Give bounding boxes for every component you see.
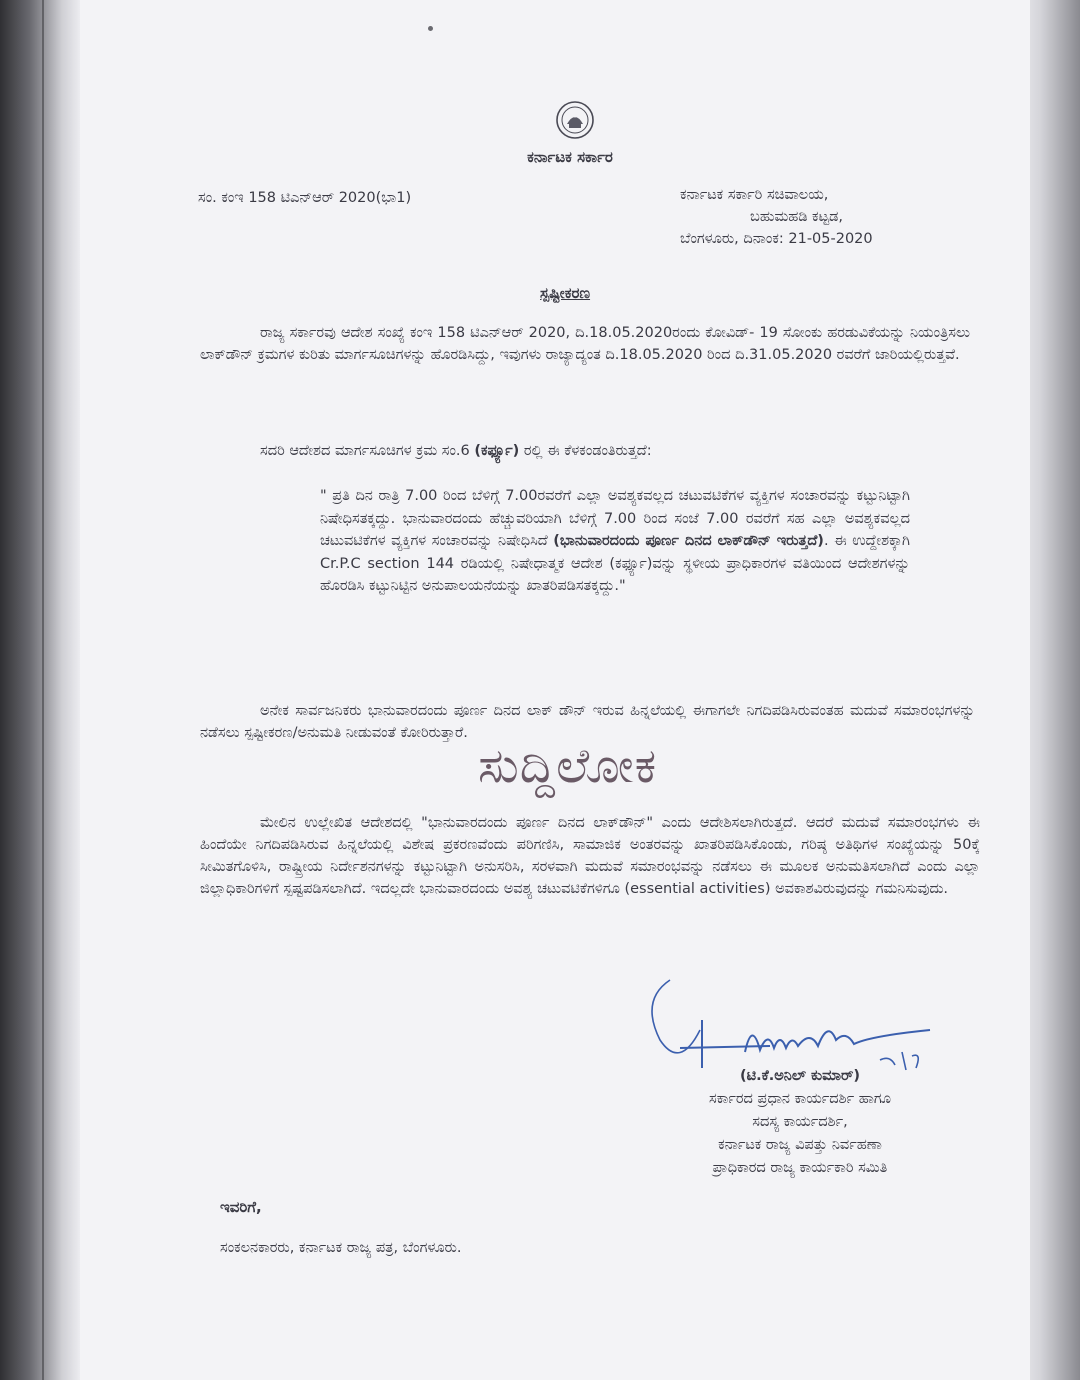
signature-mark <box>640 960 960 1080</box>
signature-block <box>640 1065 960 1180</box>
quote-text-end: . ಈ ಉದ್ದೇಶಕ್ಕಾಗಿ Cr.P.C section 144 ರಡಿಯಲ್ಲಿ ನಿಷೇಧಾತ್ಮಕ ಆದೇಶ (ಕರ್ಫ್ಯೂ)ವನ್ನು ಸ್ಥಳೀಯ ಪ್ರಾಧಿಕಾರಗಳ ವತಿಯಿಂದ ಆದೇಶಗಳನ್ನು ಹೊರಡಿಸಿ ಕಟ್ಟುನಿಟ್ಟಿನ ಅನುಪಾಲಯನೆಯನ್ನು ಖಾತರಿಪಡಿಸತಕ್ಕದ್ದು." <box>320 533 910 594</box>
signatory-name: (ಟಿ.ಕೆ.ಅನಿಲ್ ಕುಮಾರ್) <box>739 1068 860 1084</box>
karnataka-emblem-icon <box>555 100 595 140</box>
document-heading: ಸ್ಪಷ್ಟೀಕರಣ <box>540 284 591 302</box>
paragraph-1: ರಾಜ್ಯ ಸರ್ಕಾರವು ಆದೇಶ ಸಂಖ್ಯೆ ಕಂಇ 158 ಟಿಎನ್ಆರ್ 2020, ದಿ.18.05.2020ರಂದು ಕೋವಿಡ್- 19 ಸೋಂಕು ಹರಡುವಿಕೆಯನ್ನು ನಿಯಂತ್ರಿಸಲು ಲಾಕ್‌ಡೌನ್ ಕ್ರಮಗಳ ಕುರಿತು ಮಾರ್ಗಸೂಚಿಗಳನ್ನು ಹೊರಡಿಸಿದ್ದು, ಇವುಗಳು ರಾಜ್ಯಾದ್ಯಂತ ದಿ.18.05.2020 ರಿಂದ ದಿ.31.05.2020 ರವರೆಗೆ ಜಾರಿಯಲ್ಲಿರುತ್ತವೆ. <box>200 325 970 363</box>
signatory-designation: ಸದಸ್ಯ ಕಾರ್ಯದರ್ಶಿ, <box>752 1114 848 1130</box>
office-line: ಕರ್ನಾಟಕ ಸರ್ಕಾರಿ ಸಚಿವಾಲಯ, <box>680 187 829 203</box>
paragraph-2-bold: (ಕರ್ಫ್ಯೂ) <box>474 443 520 459</box>
paragraph-2-text-end: ರಲ್ಲಿ ಈ ಕೆಳಕಂಡಂತಿರುತ್ತದೆ: <box>519 443 652 459</box>
signatory-designation: ಸರ್ಕಾರದ ಪ್ರಧಾನ ಕಾರ್ಯದರ್ಶಿ ಹಾಗೂ <box>709 1091 891 1107</box>
office-date-line: ಬೆಂಗಳೂರು, ದಿನಾಂಕ: 21-05-2020 <box>680 231 873 247</box>
quote-bold-text: (ಭಾನುವಾರದಂದು ಪೂರ್ಣ ದಿನದ ಲಾಕ್‌ಡೌನ್ ಇರುತ್ತದೆ) <box>553 533 824 549</box>
paragraph-3: ಅನೇಕ ಸಾರ್ವಜನಿಕರು ಭಾನುವಾರದಂದು ಪೂರ್ಣ ದಿನದ ಲಾಕ್ ಡೌನ್ ಇರುವ ಹಿನ್ನಲೆಯಲ್ಲಿ ಈಗಾಗಲೇ ನಿಗದಿಪಡಿಸಿರುವಂತಹ ಮದುವೆ ಸಮಾರಂಭಗಳನ್ನು ನಡೆಸಲು ಸ್ಪಷ್ಟೀಕರಣ/ಅನುಮತಿ ನೀಡುವಂತೆ ಕೋರಿರುತ್ತಾರೆ. <box>200 703 975 741</box>
recipient-value: ಸಂಕಲನಕಾರರು, ಕರ್ನಾಟಕ ರಾಜ್ಯ ಪತ್ರ, ಬೆಂಗಳೂರು. <box>220 1240 462 1256</box>
office-address <box>680 184 873 250</box>
government-title: ಕರ್ನಾಟಕ ಸರ್ಕಾರ <box>527 148 613 166</box>
quote-text: " ಪ್ರತಿ ದಿನ ರಾತ್ರಿ 7.00 ರಿಂದ ಬೆಳಿಗ್ಗೆ 7.00ರವರೆಗೆ ಎಲ್ಲಾ ಅವಶ್ಯಕವಲ್ಲದ ಚಟುವಟಿಕೆಗಳ ವ್ಯಕ್ತಿಗಳ ಸಂಚಾರವನ್ನು ಕಟ್ಟುನಿಟ್ಟಾಗಿ ನಿಷೇಧಿಸತಕ್ಕದ್ದು. ಭಾನುವಾರದಂದು ಹೆಚ್ಚುವರಿಯಾಗಿ ಬೆಳಿಗ್ಗೆ 7.00 ರಿಂದ ಸಂಜೆ 7.00 ರವರೆಗೆ ಸಹ ಎಲ್ಲಾ ಅವಶ್ಯಕವಲ್ಲದ ಚಟುವಟಿಕೆಗಳ ವ್ಯಕ್ತಿಗಳ ಸಂಚಾರವನ್ನು ನಿಷೇಧಿಸಿದೆ <box>320 488 910 549</box>
signatory-designation: ಕರ್ನಾಟಕ ರಾಜ್ಯ ವಿಪತ್ತು ನಿರ್ವಹಣಾ <box>718 1137 882 1153</box>
quoted-order <box>320 485 910 598</box>
office-line: ಬಹುಮಹಡಿ ಕಟ್ಟಡ, <box>750 209 843 225</box>
reference-number: ಸಂ. ಕಂಇ 158 ಟಿಎನ್ಆರ್ 2020(ಭಾ1) <box>198 190 412 206</box>
paragraph-2 <box>260 440 960 462</box>
recipient-label: ಇವರಿಗೆ, <box>220 1198 262 1216</box>
paragraph-2-text: ಸದರಿ ಆದೇಶದ ಮಾರ್ಗಸೂಚಿಗಳ ಕ್ರಮ ಸಂ.6 <box>260 443 475 459</box>
paragraph-4: ಮೇಲಿನ ಉಲ್ಲೇಖಿತ ಆದೇಶದಲ್ಲಿ "ಭಾನುವಾರದಂದು ಪೂರ್ಣ ದಿನದ ಲಾಕ್‌ಡೌನ್" ಎಂದು ಆದೇಶಿಸಲಾಗಿರುತ್ತದೆ. ಆದರೆ ಮದುವೆ ಸಮಾರಂಭಗಳು ಈ ಹಿಂದೆಯೇ ನಿಗದಿಪಡಿಸಿರುವ ಹಿನ್ನಲೆಯಲ್ಲಿ ವಿಶೇಷ ಪ್ರಕರಣವೆಂದು ಪರಿಗಣಿಸಿ, ಸಾಮಾಜಿಕ ಅಂತರವನ್ನು ಖಾತರಿಪಡಿಸಿಕೊಂಡು, ಗರಿಷ್ಠ ಅತಿಥಿಗಳ ಸಂಖ್ಯೆಯನ್ನು 50ಕ್ಕೆ ಸೀಮಿತಗೊಳಿಸಿ, ರಾಷ್ಟ್ರೀಯ ನಿರ್ದೇಶನಗಳನ್ನು ಕಟ್ಟುನಿಟ್ಟಾಗಿ ಅನುಸರಿಸಿ, ಸರಳವಾಗಿ ಮದುವೆ ಸಮಾರಂಭವನ್ನು ನಡೆಸಲು ಈ ಮೂಲಕ ಅನುಮತಿಸಲಾಗಿದೆ ಎಂದು ಎಲ್ಲಾ ಜಿಲ್ಲಾಧಿಕಾರಿಗಳಿಗೆ ಸ್ಪಷ್ಟಪಡಿಸಲಾಗಿದೆ. ಇದಲ್ಲದೇ ಭಾನುವಾರದಂದು ಅವಶ್ಯ ಚಟುವಟಿಕೆಗಳಿಗೂ (essential activities) ಅವಕಾಶವಿರುವುದನ್ನು ಗಮನಿಸುವುದು. <box>200 815 980 897</box>
signatory-designation: ಪ್ರಾಧಿಕಾರದ ರಾಜ್ಯ ಕಾರ್ಯಕಾರಿ ಸಮಿತಿ <box>712 1160 888 1176</box>
watermark: ಸುದ್ದಿಲೋಕ <box>478 738 658 794</box>
